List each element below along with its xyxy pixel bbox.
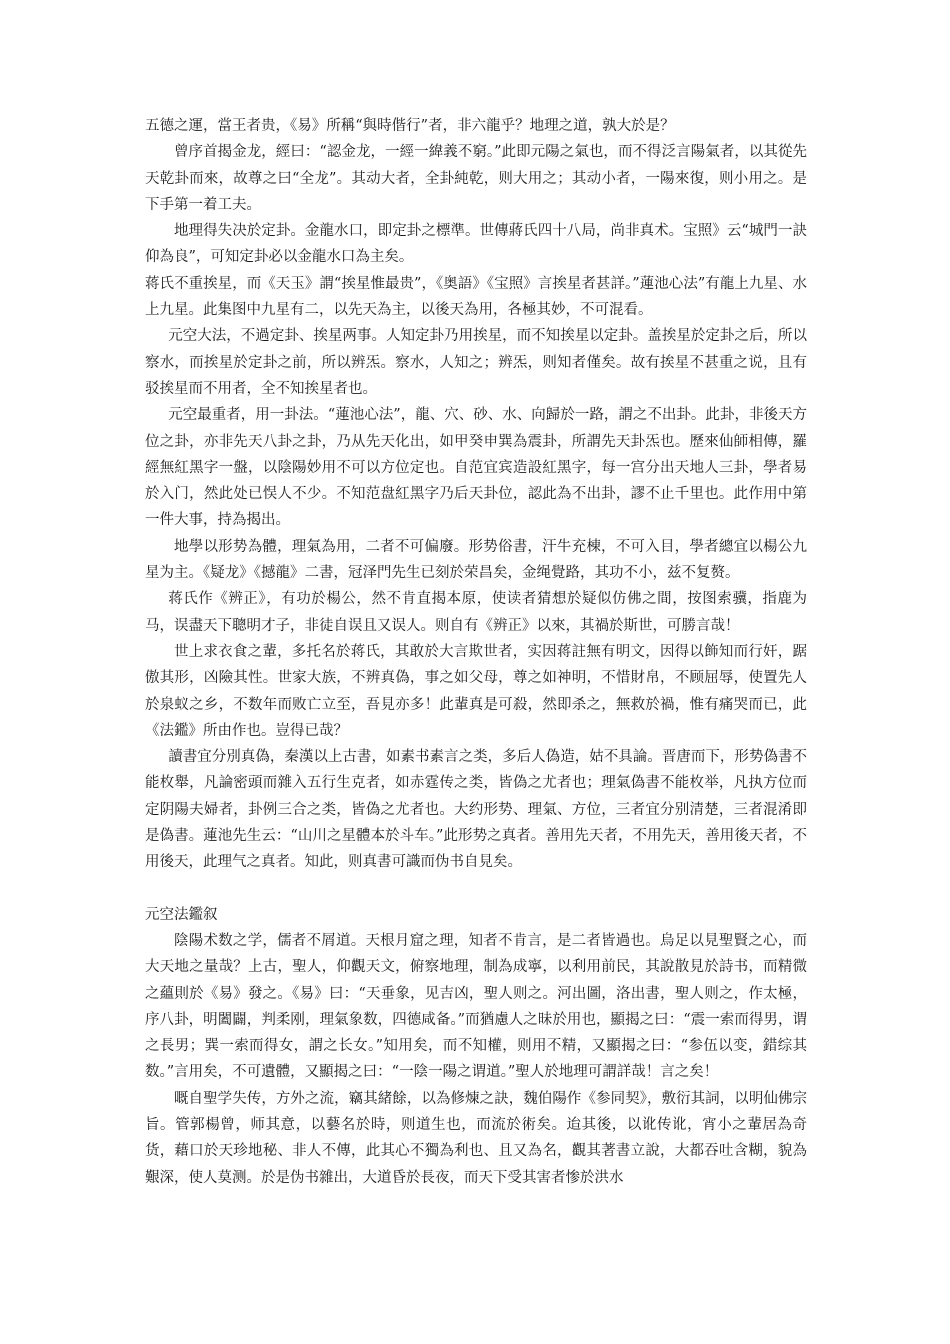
paragraph: 地理得失决於定卦。金龍水口，即定卦之標準。世傳蔣氏四十八局，尚非真术。宝照》云“城門一訣仰為良”，可知定卦必以金龍水口為主矣。 [145,223,807,266]
paragraph: 蒋氏作《辨正》，有功於楊公，然不肯直揭本原，使读者猜想於疑似仿佛之間，按图索骥，指鹿为马，误盡天下聰明才子，非徒自误且又误人。则自有《辨正》以來，其禍於斯世，可勝言哉！ [145,591,807,634]
paragraph: 蒋氏不重挨星，而《天玉》謂“挨星惟最贵”，《奥語》《宝照》言挨星者甚詳。”蓮池心法”有龍上九星、水上九星。此集图中九星有二，以先天為主，以後天為用，各極其妙，不可混看。 [145,275,807,319]
section-spacer [145,876,807,902]
preface-body [145,113,807,876]
document-page [145,113,807,1191]
paragraph: 嘅自聖学失传，方外之流，竊其緒餘，以為修煉之訣，魏伯陽作《参同契》，敷衍其詞，以明仙佛宗旨。管郭楊曾，师其意，以藝名於時，则道生也，而流於術矣。迨其後，以讹传讹，宵小之輩居為奇货，藉口於天珍地秘、非人不傳，此其心不獨為利也、且又為名，觀其著書立說，大都吞吐含糊，貌為艱深，使人莫测。於是伪书雜出，大道昏於長夜，而天下受其害者惨於洪水 [145,1090,807,1186]
section-title: 元空法鑑叙 [145,906,218,923]
paragraph: 地學以形势為體，理氣為用，二者不可偏廢。形势俗書，汗牛充棟，不可入目，學者總宜以楊公九星为主。《疑龙》《撼龍》二書，冠泽門先生已刻於荣昌矣，金绳覺路，其功不小，兹不复赘。 [145,538,807,582]
paragraph: 曾序首揭金龙，經曰：“認金龙，一經一緯義不窮。”此即元陽之氣也，而不得泛言陽氣者，以其從先天乾卦而來，故尊之曰“全龙”。其动大者，全卦純乾，则大用之；其动小者，一陽來復，则小用之。是下手第一着工夫。 [145,144,807,213]
paragraph: 陰陽术数之学，儒者不屑道。天根月窟之理，知者不肯言，是二者皆過也。烏足以見聖賢之心，而大天地之量哉？上古，聖人，仰觀天文，俯察地理，制為成寧，以利用前民，其說散見於詩书，而精微之蘊則於《易》發之。《易》曰：“天垂象，见吉凶，聖人则之。河出圖，洛出書，聖人则之，作太極，序八卦，明闔闢，判柔刚，理氣象数，四德咸备。”而猶慮人之昧於用也，顯揭之曰：“震一索而得男，谓之長男；巽一索而得女，謂之长女。”知用矣，而不知權，则用不精，又顯揭之曰：“参伍以变，錯综其数。”言用矣，不可遺體，又顯揭之曰：“一陰一陽之谓道。”聖人於地理可謂詳哉！言之矣！ [145,932,807,1081]
paragraph: 世上求衣食之輩，多托名於蒋氏，其敢於大言欺世者，实因蒋註無有明文，因得以飾知而行奸，踞傲其形，凶險其性。世家大族，不辨真偽，事之如父母，尊之如神明，不惜財帛，不顾屈辱，使置先人於泉蚁之乡，不数年而败亡立至，吾見亦多！此輩真是可殺，然即杀之，無救於禍，惟有痛哭而已，此《法鑑》所由作也。豈得已哉？ [145,643,807,739]
paragraph: 讀書宜分別真偽，秦漢以上古書，如素书素言之类，多后人偽造，姑不具論。晋唐而下，形势偽書不能枚舉，凡論密頭而雜入五行生克者，如赤霆传之类，皆偽之尤者也；理氣偽書不能枚举，凡执方位而定阴陽夫婦者，卦例三合之类，皆偽之尤者也。大约形势、理氣、方位，三者宜分别清楚，三者混淆即是偽書。蓮池先生云：“山川之星體本於斗车。”此形势之真者。善用先天者，不用先天，善用後天者，不用後天，此理气之真者。知此，则真書可識而伪书自見矣。 [145,749,807,871]
paragraph: 元空大法，不過定卦、挨星两事。人知定卦乃用挨星，而不知挨星以定卦。盖挨星於定卦之后，所以察水，而挨星於定卦之前，所以辨炁。察水，人知之；辨炁，则知者僅矣。故有挨星不甚重之说，且有驳挨星而不用者，全不知挨星者也。 [145,328,807,397]
paragraph: 元空最重者，用一卦法。“蓮池心法”，龍、穴、砂、水、向歸於一路，謂之不出卦。此卦，非後天方位之卦，亦非先天八卦之卦，乃从先天化出，如甲癸申巽為震卦，所謂先天卦炁也。歷來仙師相傳，羅經無紅黑字一盤，以陰陽妙用不可以方位定也。自范宜宾造設紅黑字，每一宫分出天地人三卦，學者易於入门，然此处已悮人不少。不知范盘紅黑字乃后天卦位，認此為不出卦，謬不止千里也。此作用中第一件大事，持為揭出。 [145,407,807,529]
paragraph: 五德之運，當王者贵，《易》所稱“與時偕行”者，非六龍乎？地理之道，孰大於是？ [145,118,675,134]
section-body [145,928,807,1191]
